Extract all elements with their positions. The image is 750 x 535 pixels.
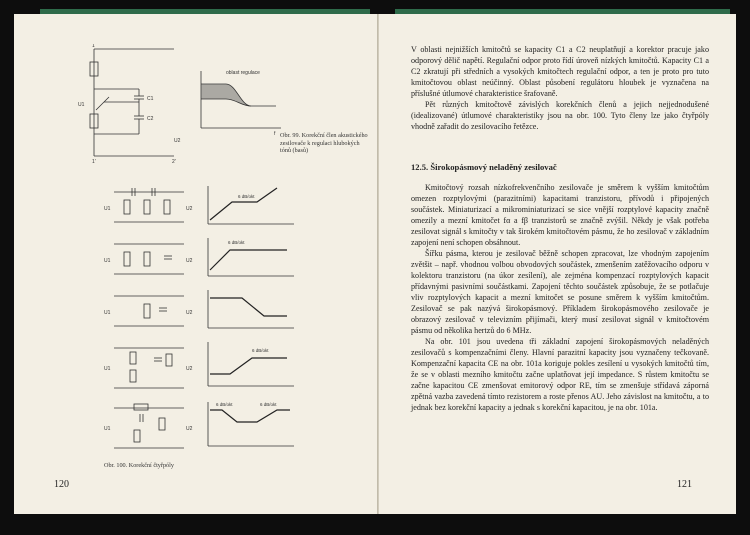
- svg-text:U1: U1: [104, 426, 111, 432]
- svg-text:U2: U2: [186, 310, 193, 316]
- paragraph-2: Pět různých kmitočtově závislých korekčních členů a jejich nejjednodušené (idealizované) útlumové charakteristiky jsou na obr. 100. Tyto členy lze jako čtyřpóly vhodně zařadit do zesilovacího řetězce.: [411, 100, 709, 131]
- svg-text:f: f: [274, 131, 276, 136]
- svg-text:U2: U2: [186, 366, 193, 372]
- slope-label-4: 6 dB/okt: [216, 402, 233, 407]
- paragraph-3: Kmitočtový rozsah nízkofrekvenčního zesilovače je směrem k vyšším kmitočtům omezen rozptylovými (parazitními) kapacitami tranzistoru, přívodů i připojených součástek. Miniaturizací a mikrominiaturizací se sice vnější rozptylové kapacity značně omezily a mezní kmitočet fα a fβ tranzistorů se značně zvýšil. Někdy je však potřeba zesilovat signál s kmitočty v tak širokém kmitočtovém pásmu, že ho zesilovač v základním zapojení není schopen obsáhnout.: [411, 183, 709, 247]
- svg-text:U2: U2: [186, 206, 193, 212]
- right-text-body: [411, 182, 709, 413]
- svg-text:U1: U1: [78, 102, 85, 108]
- svg-text:U1: U1: [104, 258, 111, 264]
- svg-text:C1: C1: [147, 96, 154, 102]
- slope-label-1: 6 dB/okt: [238, 194, 255, 199]
- fig99-caption: Obr. 99. Korekční člen akustického zesilovače k regulaci hlubokých tónů (basů): [280, 132, 368, 155]
- fig100-circuits: [104, 184, 194, 454]
- svg-text:U1: U1: [104, 310, 111, 316]
- svg-text:C2: C2: [147, 116, 154, 122]
- svg-text:1': 1': [92, 159, 96, 164]
- paragraph-5: Na obr. 101 jsou uvedena tři základní zapojení širokopásmových neladěných zesilovačů s kompenzačními členy. Hlavní parazitní kapacity jsou vyznačeny tečkovaně. Kompenzační kapacita CE na obr. 101a koriguje pokles zesílení u vysokých kmitočtů tím, že se v oblasti mezního kmitočtu začne uplatňovat její impedance. S růstem kmitočtu se začne kapacitou CE zmenšovat emitorový odpor RE, tím se zmenšuje střídavá záporná zpětná vazba zavedená tímto rezistorem a roste přenos AU. Jeho závislost na kmitočtu, a to jednak bez korekční kapacity a jednak s korekční kapacitou, je na obr. 101a.: [411, 337, 709, 412]
- svg-text:1: 1: [92, 44, 95, 49]
- left-page-number: 120: [54, 479, 69, 490]
- slope-label-3: 6 dB/okt: [252, 348, 269, 353]
- svg-text:2': 2': [172, 159, 176, 164]
- fig100-response-graphs: [202, 182, 298, 452]
- fig100-caption: Obr. 100. Korekční čtyřpóly: [104, 462, 174, 469]
- svg-text:U2: U2: [174, 138, 181, 144]
- section-heading: 12.5. Širokopásmový neladěný zesilovač: [411, 162, 557, 172]
- left-page: [14, 14, 378, 514]
- slope-label-5: 6 dB/okt: [260, 402, 277, 407]
- fig99-response-graph: [196, 66, 286, 136]
- paragraph-4: Šířku pásma, kterou je zesilovač běžně schopen zpracovat, lze vhodným zapojením zvětšit – např. vhodnou volbou obvodových součástek, zmenšením zatěžovacího odporu v kolektoru tranzistoru (na úkor zesílení), ale zejména kompenzací rozptylových kapacit přídavnými pasivními součástkami. Zapojení těchto součástek způsobuje, že se potlačuje vliv rozptylových kapacit a mezní kmitočet se posune směrem k vyšším kmitočtům. Zesilovač se pak nazývá širokopásmový. Příkladem širokopásmového zesilovače je obrazový zesilovač v televizním přijímači, který musí zesilovat signál v kmitočtovém pásmu od několika hertzů do 6 MHz.: [411, 249, 709, 335]
- fig99-circuit-diagram: [74, 44, 194, 164]
- svg-text:U1: U1: [104, 366, 111, 372]
- svg-text:U2: U2: [186, 426, 193, 432]
- right-page: [379, 14, 736, 514]
- paragraph-1: V oblasti nejnižších kmitočtů se kapacity C1 a C2 neuplatňují a korektor pracuje jako odporový dělič napětí. Regulační odpor proto řídí úroveň nízkých kmitočtů. Kapacity C1 a C2 zkratují při středních a vysokých kmitočtech regulační odpor, a ten je proto pro tuto kmitočtovou oblast neúčinný. Oblast působení regulátoru hloubek je vyznačena na příslušné útlumové charakteristice šrafovaně.: [411, 45, 709, 98]
- svg-text:U1: U1: [104, 206, 111, 212]
- regulation-area-label: oblast regulace: [226, 70, 260, 76]
- right-text-top: [411, 44, 709, 132]
- slope-label-2: 6 dB/okt: [228, 240, 245, 245]
- right-page-number: 121: [677, 479, 692, 490]
- svg-text:U2: U2: [186, 258, 193, 264]
